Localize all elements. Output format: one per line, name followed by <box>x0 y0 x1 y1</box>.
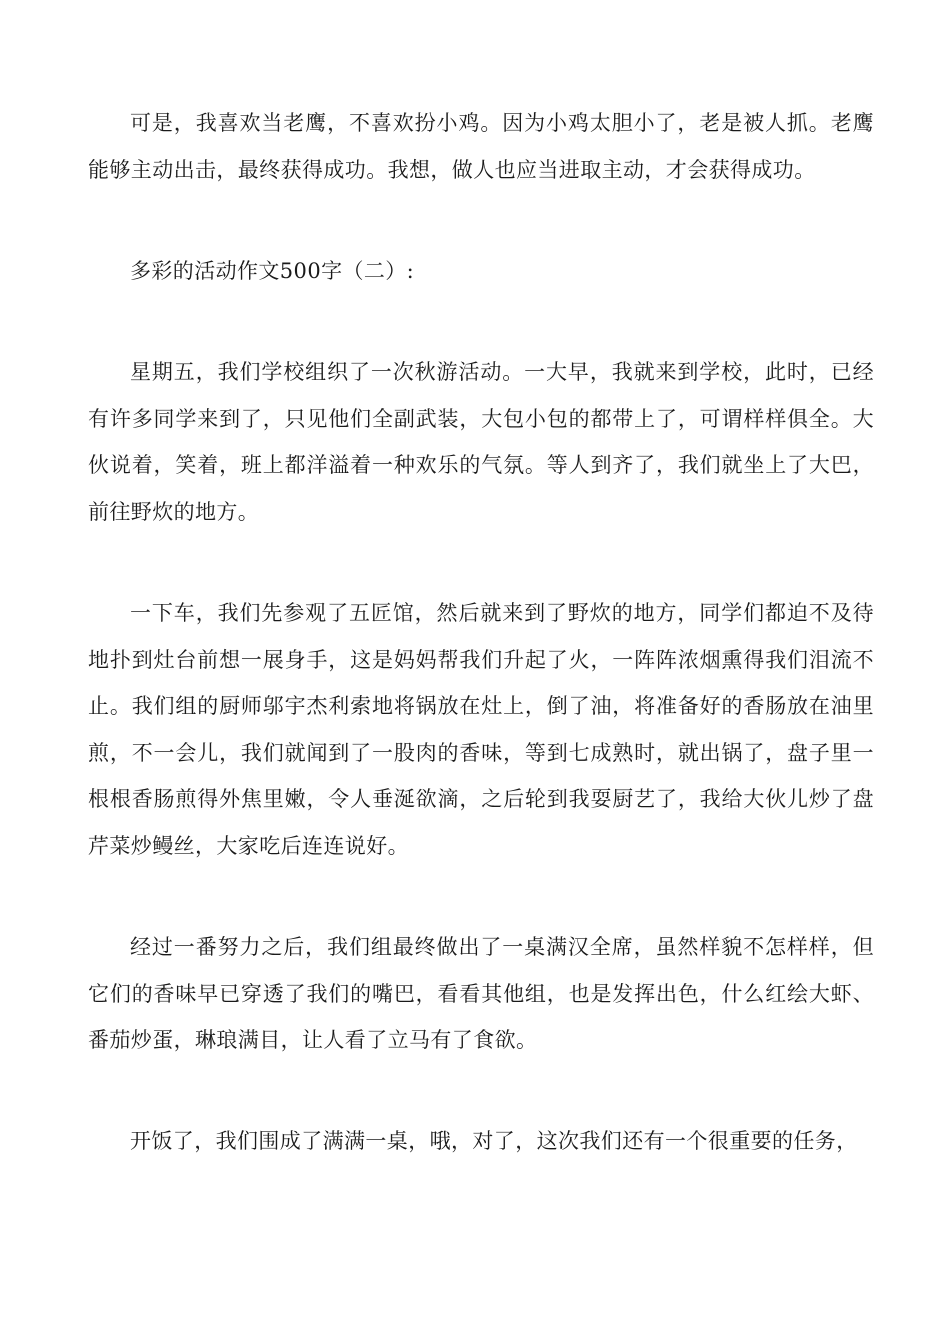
paragraph-eagle-conclusion: 可是，我喜欢当老鹰，不喜欢扮小鸡。因为小鸡太胆小了，老是被人抓。老鹰能够主动出击，最终获得成功。我想，做人也应当进取主动，才会获得成功。 <box>88 111 874 182</box>
paragraph-cooking: 一下车，我们先参观了五匠馆，然后就来到了野炊的地方，同学们都迫不及待地扑到灶台前想一展身手，这是妈妈帮我们升起了火，一阵阵浓烟熏得我们泪流不止。我们组的厨师邬宇杰利索地将锅放在灶上，倒了油，将准备好的香肠放在油里煎，不一会儿，我们就闻到了一股肉的香味，等到七成熟时，就出锅了，盘子里一根根香肠煎得外焦里嫩，令人垂涎欲滴，之后轮到我耍厨艺了，我给大伙儿炒了盘芹菜炒鳗丝，大家吃后连连说好。 <box>88 601 874 858</box>
section-heading: 多彩的活动作文500字（二）: <box>130 259 415 283</box>
paragraph-meal: 开饭了，我们围成了满满一桌，哦，对了，这次我们还有一个很重要的任务， <box>130 1129 858 1153</box>
paragraph-feast: 经过一番努力之后，我们组最终做出了一桌满汉全席，虽然样貌不怎样样，但它们的香味早已穿透了我们的嘴巴，看看其他组，也是发挥出色，什么红绘大虾、番茄炒蛋，琳琅满目，让人看了立马有了食欲。 <box>88 935 874 1052</box>
paragraph-autumn-trip: 星期五，我们学校组织了一次秋游活动。一大早，我就来到学校，此时，已经有许多同学来到了，只见他们全副武装，大包小包的都带上了，可谓样样俱全。大伙说着，笑着，班上都洋溢着一种欢乐的气氛。等人到齐了，我们就坐上了大巴，前往野炊的地方。 <box>88 360 874 524</box>
